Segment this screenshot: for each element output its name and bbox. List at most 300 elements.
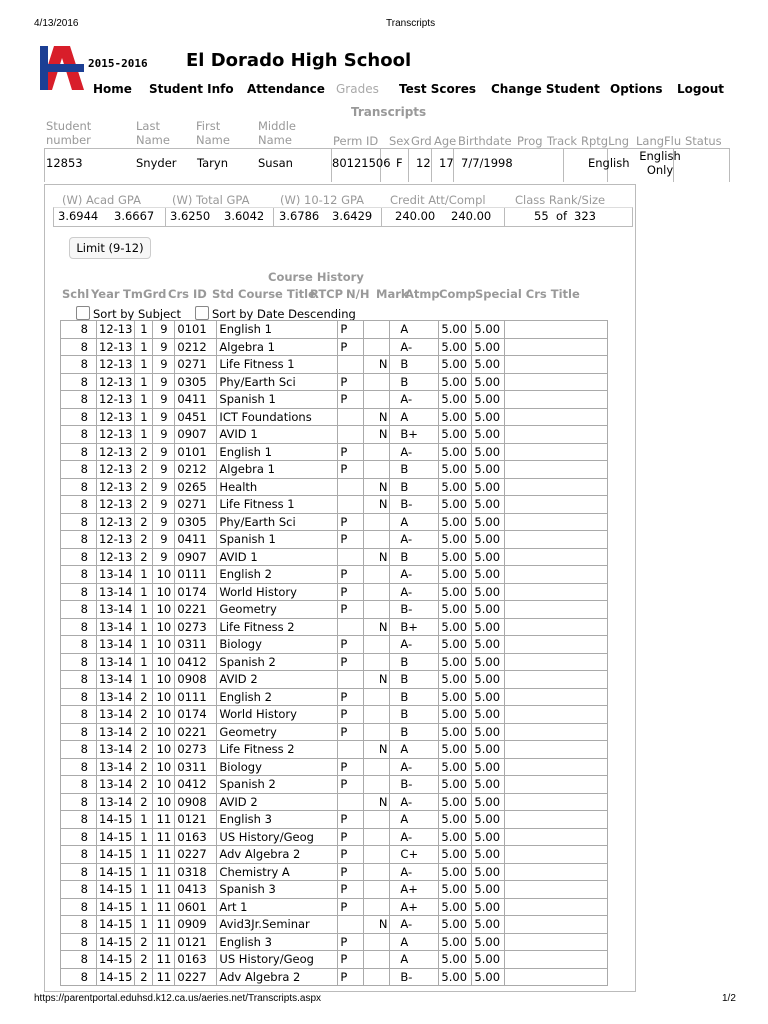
cell-mark: A- <box>390 583 439 601</box>
cell-special-title <box>505 828 608 846</box>
cell-rtcp <box>338 356 364 374</box>
cell-grade: 9 <box>153 373 175 391</box>
acad-gpa-1: 3.6944 <box>58 209 99 223</box>
cell-attempted: 5.00 <box>439 636 472 654</box>
cell-course-title: Phy/Earth Sci <box>217 373 338 391</box>
cell-rtcp: P <box>338 531 364 549</box>
cell-course-id: 0265 <box>175 478 217 496</box>
sort-date-checkbox[interactable] <box>195 306 209 320</box>
cell-grade: 10 <box>153 688 175 706</box>
cell-completed: 5.00 <box>472 461 505 479</box>
cell-year: 12-13 <box>97 356 135 374</box>
table-row <box>61 583 608 601</box>
cell-grade: 11 <box>153 863 175 881</box>
cell-mark: B- <box>390 601 439 619</box>
cell-year: 14-15 <box>97 898 135 916</box>
cell-schl: 8 <box>61 618 97 636</box>
cell-rtcp: P <box>338 338 364 356</box>
hdr-last-name: Last Name <box>136 119 170 147</box>
cell-special-title <box>505 601 608 619</box>
cell-special-title <box>505 793 608 811</box>
cell-attempted: 5.00 <box>439 496 472 514</box>
cell-special-title <box>505 706 608 724</box>
cell-mark: A- <box>390 828 439 846</box>
nav-home[interactable]: Home <box>93 82 132 96</box>
cell-course-id: 0121 <box>175 933 217 951</box>
cell-course-title: Algebra 1 <box>217 461 338 479</box>
cell-grade: 11 <box>153 811 175 829</box>
cell-mark: B- <box>390 776 439 794</box>
cell-schl: 8 <box>61 408 97 426</box>
col-mark: Mark <box>376 287 409 301</box>
table-row <box>61 496 608 514</box>
table-row <box>61 478 608 496</box>
hdr-sex: Sex <box>389 134 410 148</box>
cell-nh <box>364 811 390 829</box>
cell-mark: A- <box>390 636 439 654</box>
cell-course-title: Art 1 <box>217 898 338 916</box>
hdr-birthdate: Birthdate <box>458 134 512 148</box>
cell-course-id: 0101 <box>175 321 217 339</box>
val-birthdate: 7/7/1998 <box>461 156 513 170</box>
cell-year: 13-14 <box>97 601 135 619</box>
cell-course-id: 0111 <box>175 688 217 706</box>
cell-mark: A- <box>390 566 439 584</box>
cell-schl: 8 <box>61 776 97 794</box>
cell-grade: 11 <box>153 828 175 846</box>
cell-course-id: 0121 <box>175 811 217 829</box>
cell-course-id: 0413 <box>175 881 217 899</box>
cell-nh <box>364 933 390 951</box>
cell-schl: 8 <box>61 688 97 706</box>
cell-rtcp <box>338 408 364 426</box>
cell-grade: 10 <box>153 671 175 689</box>
cell-nh <box>364 373 390 391</box>
col-schl: Schl <box>62 287 90 301</box>
cell-rtcp: P <box>338 688 364 706</box>
cell-rtcp: P <box>338 513 364 531</box>
cell-nh: N <box>364 496 390 514</box>
sort-by-date[interactable] <box>195 306 356 321</box>
cell-rtcp: P <box>338 846 364 864</box>
cell-course-title: Chemistry A <box>217 863 338 881</box>
cell-special-title <box>505 408 608 426</box>
cell-grade: 10 <box>153 653 175 671</box>
cell-year: 13-14 <box>97 653 135 671</box>
cell-special-title <box>505 723 608 741</box>
cell-attempted: 5.00 <box>439 373 472 391</box>
cell-special-title <box>505 391 608 409</box>
limit-button[interactable]: Limit (9-12) <box>69 237 151 259</box>
cell-special-title <box>505 461 608 479</box>
val-first-name: Taryn <box>197 156 228 170</box>
cell-year: 12-13 <box>97 461 135 479</box>
cell-year: 13-14 <box>97 583 135 601</box>
table-row <box>61 373 608 391</box>
cell-course-title: ICT Foundations <box>217 408 338 426</box>
hdr-credit: Credit Att/Compl <box>390 193 486 207</box>
cell-special-title <box>505 373 608 391</box>
class-rank-of: of <box>556 209 568 223</box>
cell-mark: A <box>390 513 439 531</box>
print-page: 1/2 <box>722 993 736 1004</box>
class-rank: 55 <box>534 209 549 223</box>
cell-rtcp <box>338 741 364 759</box>
val-student-number: 12853 <box>46 156 83 170</box>
cell-attempted: 5.00 <box>439 951 472 969</box>
cell-course-title: Spanish 2 <box>217 776 338 794</box>
cell-term: 2 <box>135 688 153 706</box>
course-history-title: Course History <box>268 270 364 284</box>
cell-rtcp: P <box>338 933 364 951</box>
cell-schl: 8 <box>61 636 97 654</box>
cell-attempted: 5.00 <box>439 391 472 409</box>
cell-special-title <box>505 968 608 986</box>
cell-schl: 8 <box>61 653 97 671</box>
cell-grade: 9 <box>153 461 175 479</box>
cell-mark: A+ <box>390 898 439 916</box>
cell-term: 2 <box>135 723 153 741</box>
cell-nh <box>364 338 390 356</box>
hdr-track: Track <box>547 134 578 148</box>
cell-special-title <box>505 671 608 689</box>
hdr-status: Status <box>685 134 722 148</box>
nav-logout[interactable]: Logout <box>677 82 725 96</box>
cell-completed: 5.00 <box>472 758 505 776</box>
cell-rtcp: P <box>338 636 364 654</box>
cell-completed: 5.00 <box>472 531 505 549</box>
sort-by-subject[interactable] <box>76 306 181 321</box>
val-last-name: Snyder <box>136 156 177 170</box>
cell-year: 12-13 <box>97 373 135 391</box>
val-langflu: English Only <box>639 149 681 177</box>
table-row <box>61 461 608 479</box>
cell-attempted: 5.00 <box>439 863 472 881</box>
table-row <box>61 356 608 374</box>
table-row <box>61 793 608 811</box>
cell-grade: 9 <box>153 443 175 461</box>
cell-year: 14-15 <box>97 968 135 986</box>
acad-gpa-2: 3.6667 <box>114 209 155 223</box>
cell-year: 12-13 <box>97 478 135 496</box>
table-row <box>61 671 608 689</box>
cell-term: 1 <box>135 391 153 409</box>
cell-special-title <box>505 618 608 636</box>
cell-schl: 8 <box>61 881 97 899</box>
cell-term: 1 <box>135 828 153 846</box>
cell-term: 2 <box>135 478 153 496</box>
cell-special-title <box>505 933 608 951</box>
cell-nh <box>364 881 390 899</box>
cell-course-title: Spanish 1 <box>217 391 338 409</box>
cell-attempted: 5.00 <box>439 461 472 479</box>
cell-term: 1 <box>135 373 153 391</box>
cell-completed: 5.00 <box>472 321 505 339</box>
cell-special-title <box>505 881 608 899</box>
cell-schl: 8 <box>61 811 97 829</box>
cell-grade: 10 <box>153 566 175 584</box>
cell-attempted: 5.00 <box>439 688 472 706</box>
cell-special-title <box>505 653 608 671</box>
cell-completed: 5.00 <box>472 671 505 689</box>
cell-completed: 5.00 <box>472 846 505 864</box>
table-row <box>61 811 608 829</box>
cell-completed: 5.00 <box>472 898 505 916</box>
cell-schl: 8 <box>61 846 97 864</box>
cell-schl: 8 <box>61 758 97 776</box>
cell-term: 2 <box>135 951 153 969</box>
cell-term: 2 <box>135 513 153 531</box>
cell-year: 13-14 <box>97 618 135 636</box>
cell-attempted: 5.00 <box>439 723 472 741</box>
cell-mark: B <box>390 723 439 741</box>
col-rtcp: RTCP <box>310 287 344 301</box>
cell-course-title: Adv Algebra 2 <box>217 846 338 864</box>
cell-completed: 5.00 <box>472 653 505 671</box>
cell-completed: 5.00 <box>472 828 505 846</box>
cell-term: 1 <box>135 811 153 829</box>
cell-attempted: 5.00 <box>439 706 472 724</box>
cell-schl: 8 <box>61 356 97 374</box>
cell-rtcp: P <box>338 601 364 619</box>
col-crs-id: Crs ID <box>168 287 207 301</box>
table-row <box>61 618 608 636</box>
cell-attempted: 5.00 <box>439 566 472 584</box>
cell-year: 14-15 <box>97 951 135 969</box>
cell-schl: 8 <box>61 531 97 549</box>
cell-special-title <box>505 898 608 916</box>
cell-term: 1 <box>135 636 153 654</box>
cell-course-id: 0411 <box>175 531 217 549</box>
cell-term: 2 <box>135 443 153 461</box>
cell-grade: 10 <box>153 706 175 724</box>
cell-attempted: 5.00 <box>439 321 472 339</box>
val-age: 17 <box>439 156 454 170</box>
nav-test-scores[interactable]: Test Scores <box>399 82 476 96</box>
table-row <box>61 408 608 426</box>
cell-grade: 9 <box>153 426 175 444</box>
nav-attendance[interactable]: Attendance <box>247 82 325 96</box>
cell-special-title <box>505 916 608 934</box>
cell-schl: 8 <box>61 513 97 531</box>
cell-course-id: 0273 <box>175 618 217 636</box>
cell-grade: 10 <box>153 636 175 654</box>
cell-completed: 5.00 <box>472 706 505 724</box>
print-url: https://parentportal.eduhsd.k12.ca.us/aeries.net/Transcripts.aspx <box>34 993 322 1004</box>
cell-grade: 9 <box>153 513 175 531</box>
cell-mark: A- <box>390 531 439 549</box>
cell-nh: N <box>364 916 390 934</box>
cell-course-id: 0311 <box>175 636 217 654</box>
cell-completed: 5.00 <box>472 583 505 601</box>
cell-schl: 8 <box>61 461 97 479</box>
table-row <box>61 566 608 584</box>
table-row <box>61 828 608 846</box>
cell-schl: 8 <box>61 601 97 619</box>
cell-attempted: 5.00 <box>439 933 472 951</box>
cell-mark: A <box>390 321 439 339</box>
cell-course-id: 0412 <box>175 776 217 794</box>
cell-course-title: AVID 2 <box>217 793 338 811</box>
cell-course-id: 0305 <box>175 513 217 531</box>
table-row <box>61 513 608 531</box>
table-row <box>61 933 608 951</box>
cell-nh <box>364 846 390 864</box>
cell-nh <box>364 601 390 619</box>
cell-year: 12-13 <box>97 531 135 549</box>
cell-schl: 8 <box>61 828 97 846</box>
credit-att: 240.00 <box>395 209 436 223</box>
cell-course-id: 0411 <box>175 391 217 409</box>
cell-schl: 8 <box>61 898 97 916</box>
cell-year: 12-13 <box>97 391 135 409</box>
cell-completed: 5.00 <box>472 636 505 654</box>
cell-attempted: 5.00 <box>439 671 472 689</box>
cell-attempted: 5.00 <box>439 916 472 934</box>
cell-rtcp: P <box>338 898 364 916</box>
hdr-grd: Grd <box>411 134 432 148</box>
cell-completed: 5.00 <box>472 968 505 986</box>
cell-nh: N <box>364 426 390 444</box>
cell-attempted: 5.00 <box>439 793 472 811</box>
cell-grade: 10 <box>153 741 175 759</box>
cell-completed: 5.00 <box>472 741 505 759</box>
hdr-class-rank: Class Rank/Size <box>515 193 606 207</box>
cell-mark: A+ <box>390 881 439 899</box>
cell-rtcp: P <box>338 391 364 409</box>
col-nh: N/H <box>346 287 370 301</box>
cell-completed: 5.00 <box>472 881 505 899</box>
cell-attempted: 5.00 <box>439 741 472 759</box>
cell-rtcp: P <box>338 723 364 741</box>
school-name: El Dorado High School <box>186 50 412 71</box>
cell-course-title: Biology <box>217 758 338 776</box>
cell-completed: 5.00 <box>472 391 505 409</box>
cell-course-title: English 1 <box>217 321 338 339</box>
nav-student-info[interactable]: Student Info <box>149 82 234 96</box>
cell-grade: 11 <box>153 951 175 969</box>
cell-rtcp: P <box>338 828 364 846</box>
cell-mark: A- <box>390 863 439 881</box>
nav-options[interactable]: Options <box>610 82 663 96</box>
cell-special-title <box>505 863 608 881</box>
cell-year: 13-14 <box>97 793 135 811</box>
cell-mark: A- <box>390 793 439 811</box>
cell-attempted: 5.00 <box>439 356 472 374</box>
cell-attempted: 5.00 <box>439 881 472 899</box>
cell-term: 1 <box>135 618 153 636</box>
course-history-table <box>60 320 608 986</box>
cell-nh <box>364 758 390 776</box>
cell-special-title <box>505 531 608 549</box>
cell-schl: 8 <box>61 916 97 934</box>
table-row <box>61 531 608 549</box>
cell-term: 2 <box>135 793 153 811</box>
cell-course-title: AVID 1 <box>217 548 338 566</box>
cell-course-id: 0451 <box>175 408 217 426</box>
cell-attempted: 5.00 <box>439 583 472 601</box>
cell-completed: 5.00 <box>472 793 505 811</box>
cell-nh: N <box>364 793 390 811</box>
cell-term: 2 <box>135 461 153 479</box>
cell-term: 1 <box>135 846 153 864</box>
cell-nh: N <box>364 478 390 496</box>
cell-mark: A- <box>390 338 439 356</box>
cell-course-id: 0227 <box>175 968 217 986</box>
hdr-acad-gpa: (W) Acad GPA <box>62 193 141 207</box>
cell-nh <box>364 583 390 601</box>
cell-special-title <box>505 548 608 566</box>
cell-schl: 8 <box>61 496 97 514</box>
table-row <box>61 881 608 899</box>
cell-attempted: 5.00 <box>439 478 472 496</box>
cell-grade: 10 <box>153 618 175 636</box>
cell-year: 13-14 <box>97 636 135 654</box>
cell-nh <box>364 531 390 549</box>
cell-course-title: AVID 2 <box>217 671 338 689</box>
cell-completed: 5.00 <box>472 776 505 794</box>
val-sex: F <box>396 156 403 170</box>
cell-schl: 8 <box>61 863 97 881</box>
cell-nh: N <box>364 356 390 374</box>
cell-course-title: English 1 <box>217 443 338 461</box>
cell-course-title: World History <box>217 583 338 601</box>
sort-subject-checkbox[interactable] <box>76 306 90 320</box>
cell-mark: B <box>390 461 439 479</box>
cell-term: 1 <box>135 601 153 619</box>
cell-special-title <box>505 338 608 356</box>
cell-year: 13-14 <box>97 758 135 776</box>
cell-schl: 8 <box>61 723 97 741</box>
table-row <box>61 776 608 794</box>
cell-special-title <box>505 811 608 829</box>
cell-completed: 5.00 <box>472 863 505 881</box>
cell-special-title <box>505 321 608 339</box>
cell-nh: N <box>364 618 390 636</box>
cell-course-id: 0101 <box>175 443 217 461</box>
cell-year: 14-15 <box>97 828 135 846</box>
cell-course-title: Life Fitness 1 <box>217 356 338 374</box>
cell-term: 2 <box>135 741 153 759</box>
cell-term: 1 <box>135 916 153 934</box>
cell-term: 1 <box>135 321 153 339</box>
nav-change-student[interactable]: Change Student <box>491 82 600 96</box>
cell-completed: 5.00 <box>472 933 505 951</box>
cell-schl: 8 <box>61 478 97 496</box>
cell-schl: 8 <box>61 426 97 444</box>
cell-completed: 5.00 <box>472 496 505 514</box>
cell-schl: 8 <box>61 741 97 759</box>
cell-year: 14-15 <box>97 811 135 829</box>
cell-course-title: Algebra 1 <box>217 338 338 356</box>
cell-course-id: 0221 <box>175 723 217 741</box>
cell-course-id: 0271 <box>175 356 217 374</box>
cell-completed: 5.00 <box>472 601 505 619</box>
cell-term: 1 <box>135 583 153 601</box>
col-year: Year <box>91 287 120 301</box>
cell-term: 2 <box>135 968 153 986</box>
cell-term: 1 <box>135 898 153 916</box>
cell-mark: A <box>390 933 439 951</box>
table-row <box>61 863 608 881</box>
cell-mark: B+ <box>390 426 439 444</box>
nav-grades[interactable]: Grades <box>336 82 379 96</box>
cell-completed: 5.00 <box>472 916 505 934</box>
cell-course-id: 0907 <box>175 548 217 566</box>
cell-grade: 11 <box>153 933 175 951</box>
cell-rtcp <box>338 496 364 514</box>
hdr-10-12-gpa: (W) 10-12 GPA <box>280 193 365 207</box>
